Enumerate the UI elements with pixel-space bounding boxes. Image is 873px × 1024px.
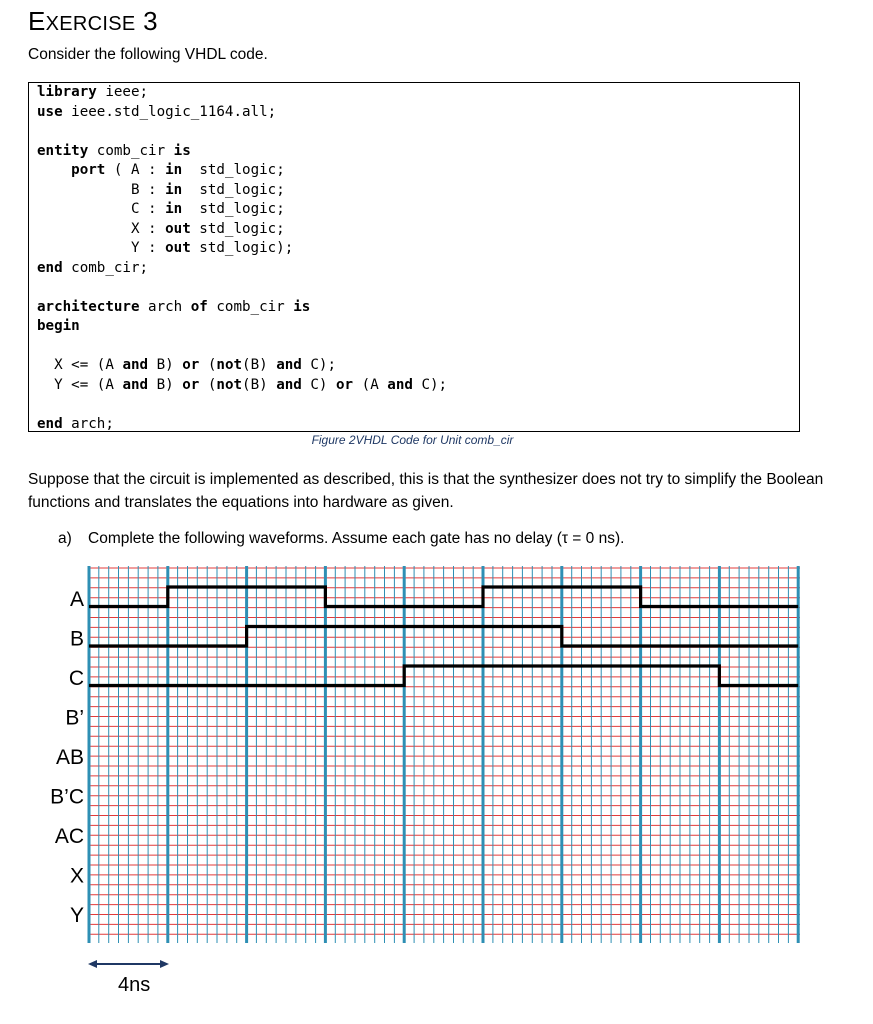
code-text: (A [353,376,388,393]
signal-labels [50,588,84,927]
title-rest: XERCISE [45,13,136,35]
signal-label: C [68,667,84,690]
waveform-grid [89,566,800,943]
code-kw: library [37,84,97,100]
signal-label: X [69,864,84,888]
code-text: ( [199,376,217,393]
code-kw: and [122,357,149,373]
code-text: B) [148,376,183,393]
code-kw: in [165,201,183,217]
signal-label: B’ [65,706,84,730]
code-kw: out [165,240,191,256]
code-kw: or [182,357,200,373]
code-text: C); [301,357,337,373]
intro-text: Consider the following VHDL code. [28,46,268,63]
code-text: X <= (A [54,357,123,373]
code-kw: architecture [37,298,140,315]
code-kw: in [165,162,183,178]
code-text: ieee.std_logic_1164.all; [62,103,277,120]
code-kw: entity [37,142,89,159]
code-text: std_logic; [182,181,285,198]
code-kw: in [165,181,183,198]
figure-caption-text: Figure 2VHDL Code for Unit comb_cir [311,433,514,447]
code-text: ( A : [105,162,166,178]
code-kw: or [336,376,354,393]
title-initial: E [28,6,46,36]
code-text: (B) [242,376,277,393]
arrow-left-icon [88,960,97,968]
code-text: Y <= (A [54,376,123,393]
title-number: 3 [143,6,158,36]
code-text: comb_cir; [62,259,149,276]
code-text: B : [130,181,166,198]
code-kw: not [216,357,243,373]
signal-label: Y [69,904,84,927]
time-scale [88,960,169,996]
code-text: (B) [242,357,277,373]
question-label: a) [58,530,72,547]
code-kw: end [37,415,63,432]
code-text: C) [301,376,337,393]
signal-label: B’C [50,785,84,809]
code-text: ieee; [96,84,149,100]
code-text: arch; [62,415,114,432]
code-text: C); [412,376,448,393]
signal-label: AC [54,825,84,848]
time-scale-label: 4ns [118,974,151,996]
code-text: Y : [130,240,166,256]
arrow-right-icon [160,960,169,968]
code-text: std_logic); [190,240,294,256]
code-kw: not [216,376,243,393]
code-kw: or [182,376,200,393]
code-kw: and [276,376,302,393]
question-text: Complete the following waveforms. Assume each gate has no delay (τ = 0 ns). [88,530,625,547]
code-kw: is [173,142,191,159]
code-kw: and [122,376,149,393]
code-kw: of [190,298,208,315]
code-text: arch [139,298,191,315]
signal-label: A [69,588,84,611]
code-kw: port [71,162,106,178]
signal-label: B [69,627,84,651]
code-kw: and [276,357,302,373]
code-text: comb_cir [88,142,174,159]
code-text: C : [130,201,166,217]
code-kw: and [387,376,413,393]
description-paragraph: Suppose that the circuit is implemented as described, this is that the synthesizer does not try to simplify the Boolean functions and translates the equations into hardware as given. [28,471,824,511]
code-text: std_logic; [190,220,285,237]
code-text: comb_cir [207,298,294,315]
code-text: X : [130,220,166,237]
code-kw: out [165,220,191,237]
code-kw: use [37,103,63,120]
code-text: B) [148,357,183,373]
signal-label: AB [55,746,84,769]
code-kw: end [37,259,63,276]
code-kw: begin [37,318,80,334]
code-kw: is [293,298,311,315]
code-text: ( [199,357,217,373]
code-text: std_logic; [182,162,285,178]
code-text: std_logic; [182,201,285,217]
